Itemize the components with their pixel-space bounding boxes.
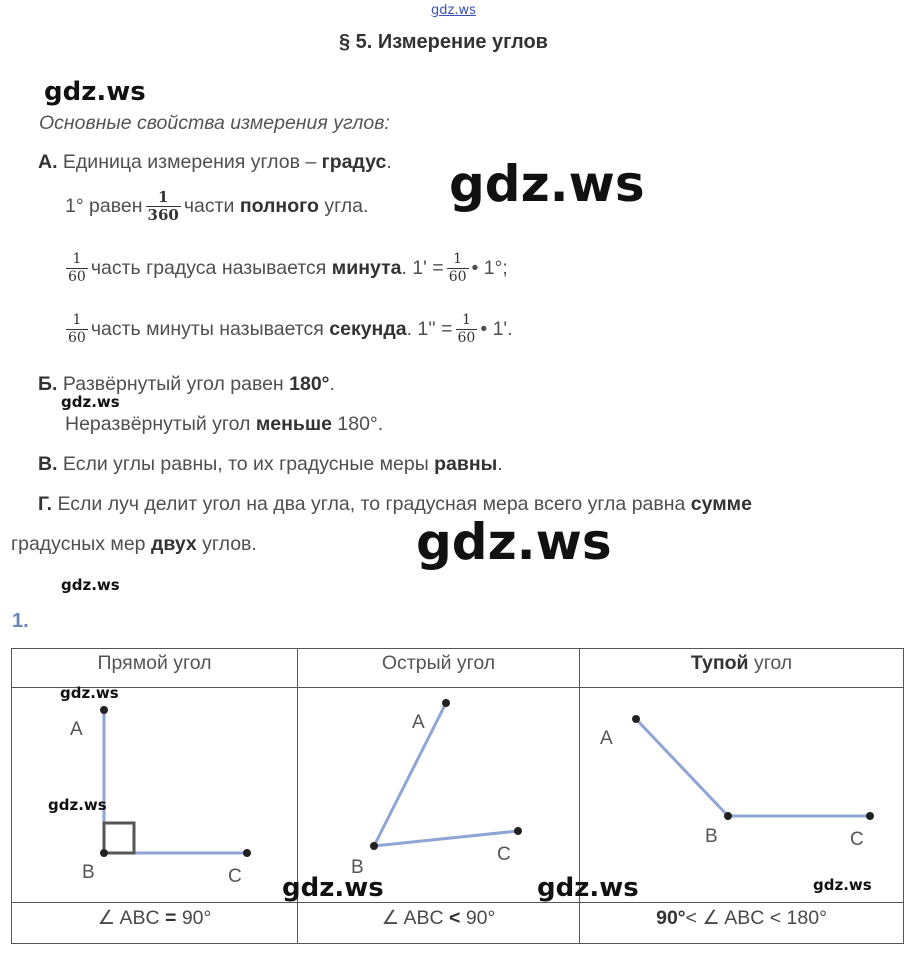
label-c: C — [497, 844, 511, 865]
property-g-line: Г. Если луч делит угол на два угла, то градусная мера всего угла равна сумме — [38, 493, 752, 515]
property-v-line: В. Если углы равны, то их градусные меры равны. — [38, 453, 503, 475]
label-a: A — [70, 719, 83, 740]
second-definition-line: $\frac{1}{60}$ часть минуты называется секунда . 1'' = $\frac{1}{60}$ • 1'. — [68, 312, 513, 346]
point-b — [724, 812, 732, 820]
right-angle-marker — [104, 823, 134, 853]
point-b — [100, 849, 108, 857]
ray-ba — [636, 719, 728, 816]
label-c: C — [850, 829, 864, 850]
table-cell-right-angle-measure: ∠ ABC = 90° — [97, 907, 212, 929]
table-header-obtuse-angle: Тупой угол — [690, 652, 793, 674]
task-number: 1. — [12, 610, 29, 632]
page-title: § 5. Измерение углов — [339, 31, 548, 53]
property-letter: А. — [38, 151, 58, 173]
label-c: C — [228, 866, 242, 887]
watermark: gdz.ws — [44, 77, 146, 107]
watermark: gdz.ws — [537, 873, 639, 903]
fraction: $\frac{1}{60}$ — [457, 312, 476, 346]
point-a — [442, 699, 450, 707]
section-subtitle: Основные свойства измерения углов: — [39, 112, 390, 134]
watermark: gdz.ws — [60, 684, 119, 702]
label-a: A — [600, 728, 613, 749]
ray-ba — [374, 703, 446, 846]
label-b: B — [705, 826, 718, 847]
property-b-line: Б. Развёрнутый угол равен 180°. — [38, 373, 335, 395]
fraction: $\frac{1}{360}$ — [147, 188, 179, 224]
table-header-right-angle: Прямой угол — [97, 652, 212, 674]
fraction: $\frac{1}{60}$ — [68, 312, 86, 346]
property-g-line-2: градусных мер двух углов. — [11, 533, 257, 555]
minute-definition-line: $\frac{1}{60}$ часть градуса называется минута . 1' = $\frac{1}{60}$ • 1°; — [68, 251, 508, 285]
obtuse-angle-diagram — [580, 688, 903, 902]
table-cell-acute-angle-measure: ∠ ABC < 90° — [381, 907, 496, 929]
acute-angle-diagram — [298, 688, 579, 902]
label-a: A — [412, 712, 425, 733]
watermark: gdz.ws — [449, 155, 645, 213]
point-b — [370, 842, 378, 850]
label-b: B — [351, 857, 364, 878]
point-c — [514, 827, 522, 835]
watermark: gdz.ws — [48, 796, 107, 814]
property-letter: В. — [38, 453, 58, 475]
property-a-line: А. Единица измерения углов – градус. — [38, 151, 392, 173]
watermark: gdz.ws — [61, 576, 120, 594]
fraction: $\frac{1}{60}$ — [448, 251, 467, 285]
watermark-top-link[interactable]: gdz.ws — [431, 3, 476, 18]
point-a — [100, 706, 108, 714]
watermark: gdz.ws — [61, 393, 120, 411]
watermark: gdz.ws — [813, 876, 872, 894]
table-cell-obtuse-angle-measure: 90°< ∠ ABC < 180° — [656, 907, 827, 929]
property-b-line-2: Неразвёрнутый угол меньше 180°. — [65, 413, 384, 435]
property-letter: Б. — [38, 373, 58, 395]
point-c — [866, 812, 874, 820]
watermark: gdz.ws — [416, 513, 612, 571]
degree-definition-line: 1° равен $\frac{1}{360}$ части полного угла. — [65, 188, 369, 224]
point-c — [243, 849, 251, 857]
point-a — [632, 715, 640, 723]
fraction: $\frac{1}{60}$ — [68, 251, 86, 285]
property-letter: Г. — [38, 493, 53, 515]
right-angle-diagram — [12, 688, 297, 902]
watermark: gdz.ws — [282, 873, 384, 903]
table-header-acute-angle: Острый угол — [381, 652, 496, 674]
label-b: B — [82, 862, 95, 883]
